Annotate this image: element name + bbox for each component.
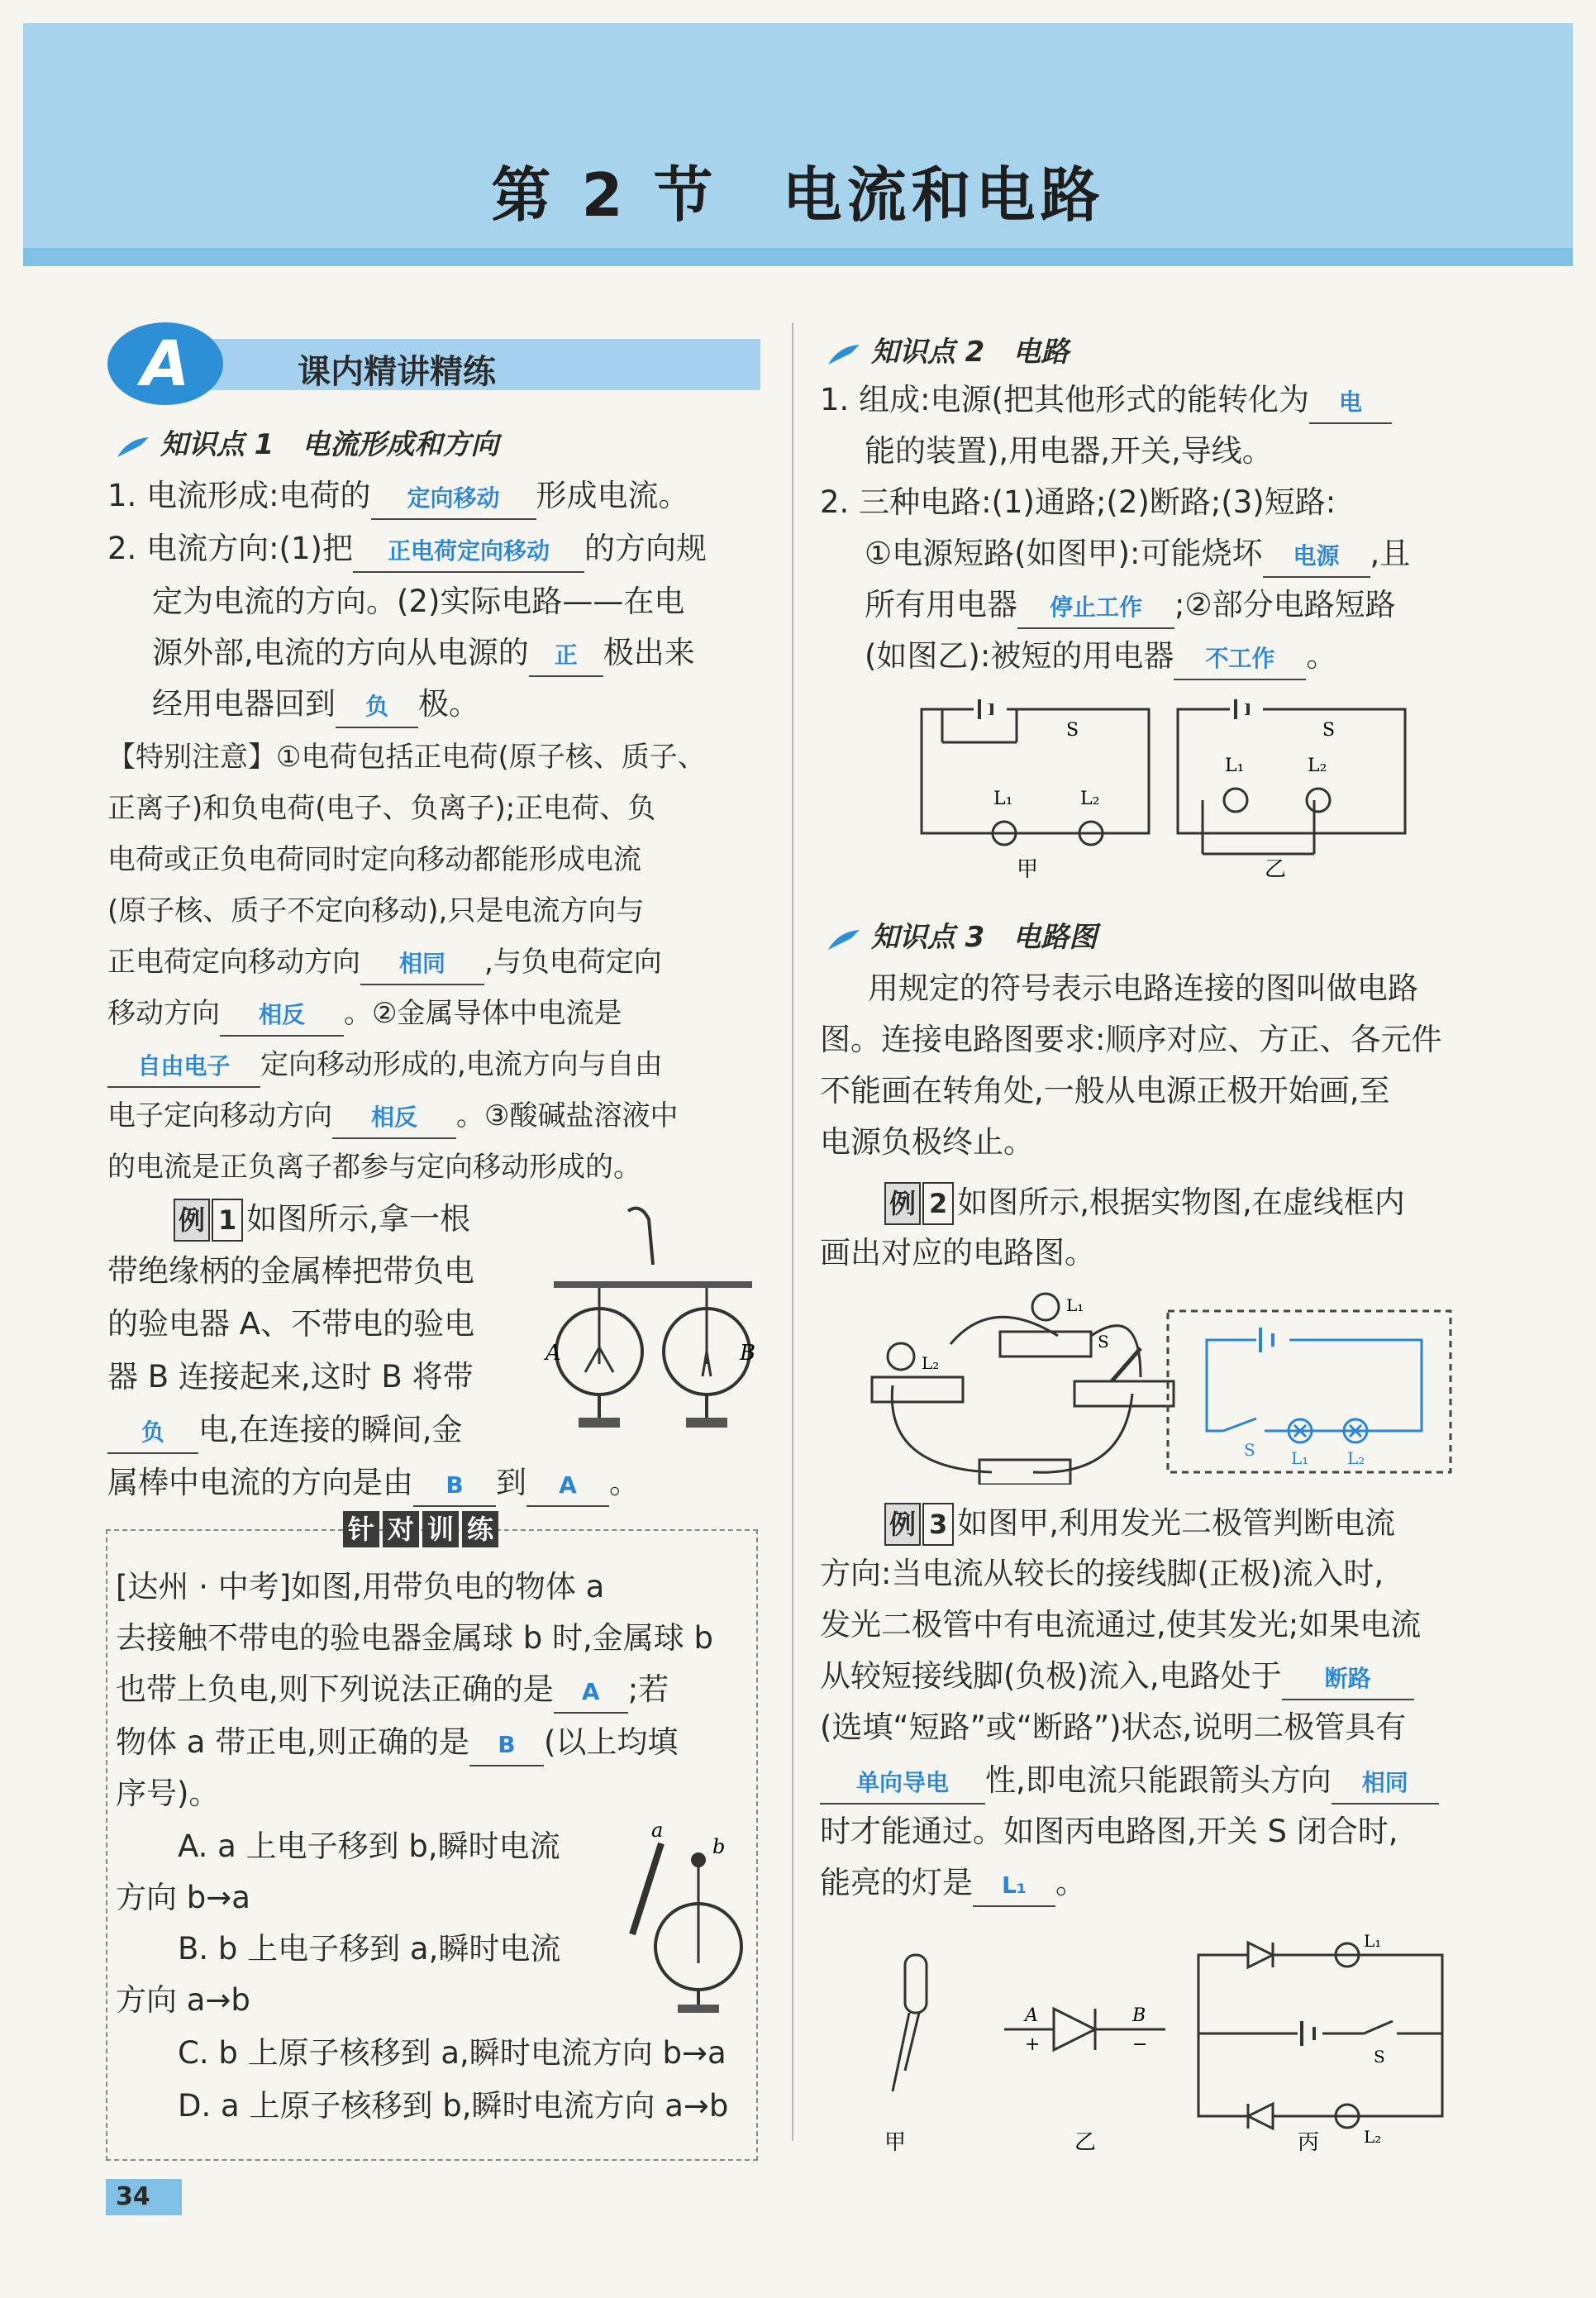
text-line: 2. 三种电路:(1)通路;(2)断路;(3)短路: xyxy=(820,484,1336,520)
option-b: B. b 上电子移到 a,瞬时电流 xyxy=(178,1931,561,1967)
page-title: 第 2 节 电流和电路 xyxy=(491,160,1105,230)
text-line: (如图乙):被短的用电器 不工作 。 xyxy=(865,636,1336,680)
training-line: 序号)。 xyxy=(116,1776,220,1811)
answer-blank: 断路 xyxy=(1282,1659,1414,1700)
section-bar xyxy=(190,339,760,390)
column-divider xyxy=(792,322,793,2141)
answer-blank: 单向导电 xyxy=(820,1763,985,1805)
example-number: 2 xyxy=(922,1182,954,1225)
example-1-line: 的验电器 A、不带电的验电 xyxy=(107,1306,475,1342)
training-figure xyxy=(612,1819,752,2017)
note-line: 正离子)和负电荷(电子、负离子);正电荷、负 xyxy=(107,792,656,825)
note-line: 电子定向移动方向 相反 。③酸碱盐溶液中 xyxy=(107,1096,678,1139)
example-number: 1 xyxy=(212,1199,243,1242)
training-line: [达州 · 中考]如图,用带负电的物体 a xyxy=(116,1569,605,1604)
kp3-label: 知识点 3 电路图 xyxy=(870,921,1098,954)
diode-figures xyxy=(868,1926,1496,2157)
example-1-line: 属棒中电流的方向是由 B 到 A 。 xyxy=(107,1463,640,1507)
text-line: 能的装置),用电器,开关,导线。 xyxy=(865,433,1273,469)
answer-blank: 相同 xyxy=(1332,1763,1439,1805)
option-d: D. a 上原子核移到 b,瞬时电流方向 a→b xyxy=(178,2088,729,2124)
text-line: 1. 电流形成:电荷的 定向移动 形成电流。 xyxy=(107,476,689,520)
text-line: 不能画在转角处,一般从电源正极开始画,至 xyxy=(820,1073,1390,1108)
text-line: 源外部,电流的方向从电源的 正 极出来 xyxy=(152,633,695,677)
switch-label: S xyxy=(1322,720,1336,741)
figure-caption: 乙 xyxy=(1074,2130,1097,2155)
training-line: 去接触不带电的验电器金属球 b 时,金属球 b xyxy=(116,1620,714,1656)
note-line: 电荷或正负电荷同时定向移动都能形成电流 xyxy=(107,843,641,876)
lamp-label: L₂ xyxy=(1364,2127,1382,2147)
example-number: 3 xyxy=(922,1503,954,1546)
text-line: 定为电流的方向。(2)实际电路——在电 xyxy=(152,584,685,619)
text-line: 用规定的符号表示电路连接的图叫做电路 xyxy=(868,970,1418,1006)
arrow-icon xyxy=(827,341,861,366)
label-B: B xyxy=(1132,2005,1146,2026)
lamp-label: L₁ xyxy=(1066,1295,1084,1315)
header-strip xyxy=(23,248,1573,266)
answer-blank: 负 xyxy=(107,1413,198,1454)
text-line: 所有用电器 停止工作 ;②部分电路短路 xyxy=(865,585,1396,629)
text-line: 2. 电流方向:(1)把 正电荷定向移动 的方向规 xyxy=(107,529,707,573)
lamp-label: L₁ xyxy=(1364,1931,1382,1951)
switch-label: S xyxy=(1066,720,1079,741)
answer-blank: 定向移动 xyxy=(371,479,536,520)
figure-caption: 乙 xyxy=(1265,857,1287,882)
example-3-line: 发光二极管中有电流通过,使其发光;如果电流 xyxy=(820,1607,1422,1642)
example-2-line: 画出对应的电路图。 xyxy=(820,1235,1095,1271)
plus-sign: + xyxy=(1025,2034,1041,2055)
short-circuit-figures xyxy=(917,693,1496,891)
note-line: 的电流是正负离子都参与定向移动形成的。 xyxy=(107,1151,641,1184)
note-line: 【特别注意】①电荷包括正电荷(原子核、质子、 xyxy=(107,741,706,774)
arrow-icon xyxy=(827,927,861,951)
text-line: 图。连接电路图要求:顺序对应、方正、各元件 xyxy=(820,1022,1442,1057)
training-line: 也带上负电,则下列说法正确的是 A ;若 xyxy=(116,1670,669,1714)
option-a: 方向 b→a xyxy=(116,1880,250,1915)
answer-blank: 正电荷定向移动 xyxy=(353,532,584,573)
answer-blank: B xyxy=(413,1466,496,1507)
answer-blank: 不工作 xyxy=(1174,639,1306,680)
section-a-header xyxy=(107,322,760,405)
example-3-line: 单向导电 性,即电流只能跟箭头方向 相同 xyxy=(820,1761,1439,1805)
lamp-label: L₁ xyxy=(1225,756,1245,776)
text-line: 电源负极终止。 xyxy=(820,1124,1034,1160)
lamp-label: L₁ xyxy=(993,789,1013,809)
answer-blank: 电源 xyxy=(1263,536,1370,578)
page-number: 34 xyxy=(106,2179,182,2215)
knowledge-point-1-title xyxy=(116,422,498,462)
answer-blank: 相反 xyxy=(220,995,344,1037)
lamp-label: L₂ xyxy=(1347,1448,1365,1468)
arrow-icon xyxy=(116,434,150,459)
minus-sign: − xyxy=(1132,2034,1148,2055)
example-3-line: 从较短接线脚(负极)流入,电路处于 断路 xyxy=(820,1657,1414,1700)
example-2-figures xyxy=(868,1286,1463,1485)
note-line: 自由电子 定向移动形成的,电流方向与自由 xyxy=(107,1045,663,1088)
option-a: A. a 上电子移到 b,瞬时电流 xyxy=(178,1828,560,1864)
note-line: (原子核、质子不定向移动),只是电流方向与 xyxy=(107,894,645,927)
answer-blank: B xyxy=(469,1725,544,1766)
knowledge-point-2-title xyxy=(827,329,1069,369)
kp2-label: 知识点 2 电路 xyxy=(870,336,1070,369)
answer-blank: A xyxy=(526,1466,609,1507)
figure-caption: 甲 xyxy=(884,2130,907,2155)
lamp-label: L₂ xyxy=(922,1353,940,1373)
answer-blank: A xyxy=(554,1672,628,1714)
label-B: B xyxy=(740,1341,756,1366)
electroscope-figure xyxy=(529,1199,760,1447)
training-line: 物体 a 带正电,则正确的是 B (以上均填 xyxy=(116,1723,678,1766)
answer-blank: 停止工作 xyxy=(1017,588,1174,629)
text-line: 经用电器回到 负 极。 xyxy=(152,684,479,728)
answer-blank: 正 xyxy=(529,636,603,677)
label-a: a xyxy=(651,1819,664,1842)
text-line: 1. 组成:电源(把其他形式的能转化为 电 xyxy=(820,380,1392,424)
label-b: b xyxy=(712,1835,726,1858)
switch-label: S xyxy=(1244,1440,1255,1460)
label-A: A xyxy=(1025,2005,1038,2026)
example-3-line: 方向:当电流从较长的接线脚(正极)流入时, xyxy=(820,1556,1384,1591)
switch-label: S xyxy=(1098,1332,1109,1352)
note-line: 正电荷定向移动方向 相同 ,与负电荷定向 xyxy=(107,942,662,985)
label-A: A xyxy=(545,1341,561,1366)
example-1-line: 负 电,在连接的瞬间,金 xyxy=(107,1410,463,1454)
example-3-line: 能亮的灯是 L₁ 。 xyxy=(820,1863,1086,1907)
lamp-label: L₂ xyxy=(1080,789,1100,809)
answer-blank: 电 xyxy=(1309,383,1392,424)
option-b: 方向 a→b xyxy=(116,1982,250,2018)
example-1-line: 带绝缘柄的金属棒把带负电 xyxy=(107,1253,474,1289)
note-line: 移动方向 相反 。②金属导体中电流是 xyxy=(107,994,622,1037)
example-2-line: 例 2 如图所示,根据实物图,在虚线框内 xyxy=(884,1182,1405,1225)
lamp-label: L₂ xyxy=(1308,756,1327,776)
answer-blank: L₁ xyxy=(973,1866,1055,1907)
figure-caption: 甲 xyxy=(1017,857,1039,882)
example-3-line: 时才能通过。如图丙电路图,开关 S 闭合时, xyxy=(820,1814,1398,1849)
training-title: 针 对 训 练 xyxy=(343,1511,502,1547)
example-label: 例 xyxy=(174,1199,210,1242)
lamp-label: L₁ xyxy=(1291,1448,1309,1468)
example-1-line: 器 B 连接起来,这时 B 将带 xyxy=(107,1359,474,1395)
example-label: 例 xyxy=(884,1503,921,1546)
option-c: C. b 上原子核移到 a,瞬时电流方向 b→a xyxy=(178,2035,727,2071)
answer-blank: 负 xyxy=(336,687,418,728)
section-letter-badge: A xyxy=(107,322,223,405)
example-3-line: (选填“短路”或“断路”)状态,说明二极管具有 xyxy=(820,1709,1407,1745)
example-label: 例 xyxy=(884,1182,921,1225)
answer-blank: 相反 xyxy=(332,1098,456,1139)
text-line: ①电源短路(如图甲):可能烧坏 电源 ,且 xyxy=(865,534,1410,578)
switch-label: S xyxy=(1374,2047,1385,2067)
knowledge-point-3-title xyxy=(827,914,1097,955)
figure-caption: 丙 xyxy=(1298,2130,1320,2155)
answer-blank: 相同 xyxy=(360,944,484,985)
section-name: 课内精讲精练 xyxy=(298,353,496,391)
example-1-line: 例 1 如图所示,拿一根 xyxy=(174,1199,470,1242)
kp1-label: 知识点 1 电流形成和方向 xyxy=(160,428,499,461)
answer-blank: 自由电子 xyxy=(107,1046,260,1088)
example-3-line: 例 3 如图甲,利用发光二极管判断电流 xyxy=(884,1503,1395,1546)
